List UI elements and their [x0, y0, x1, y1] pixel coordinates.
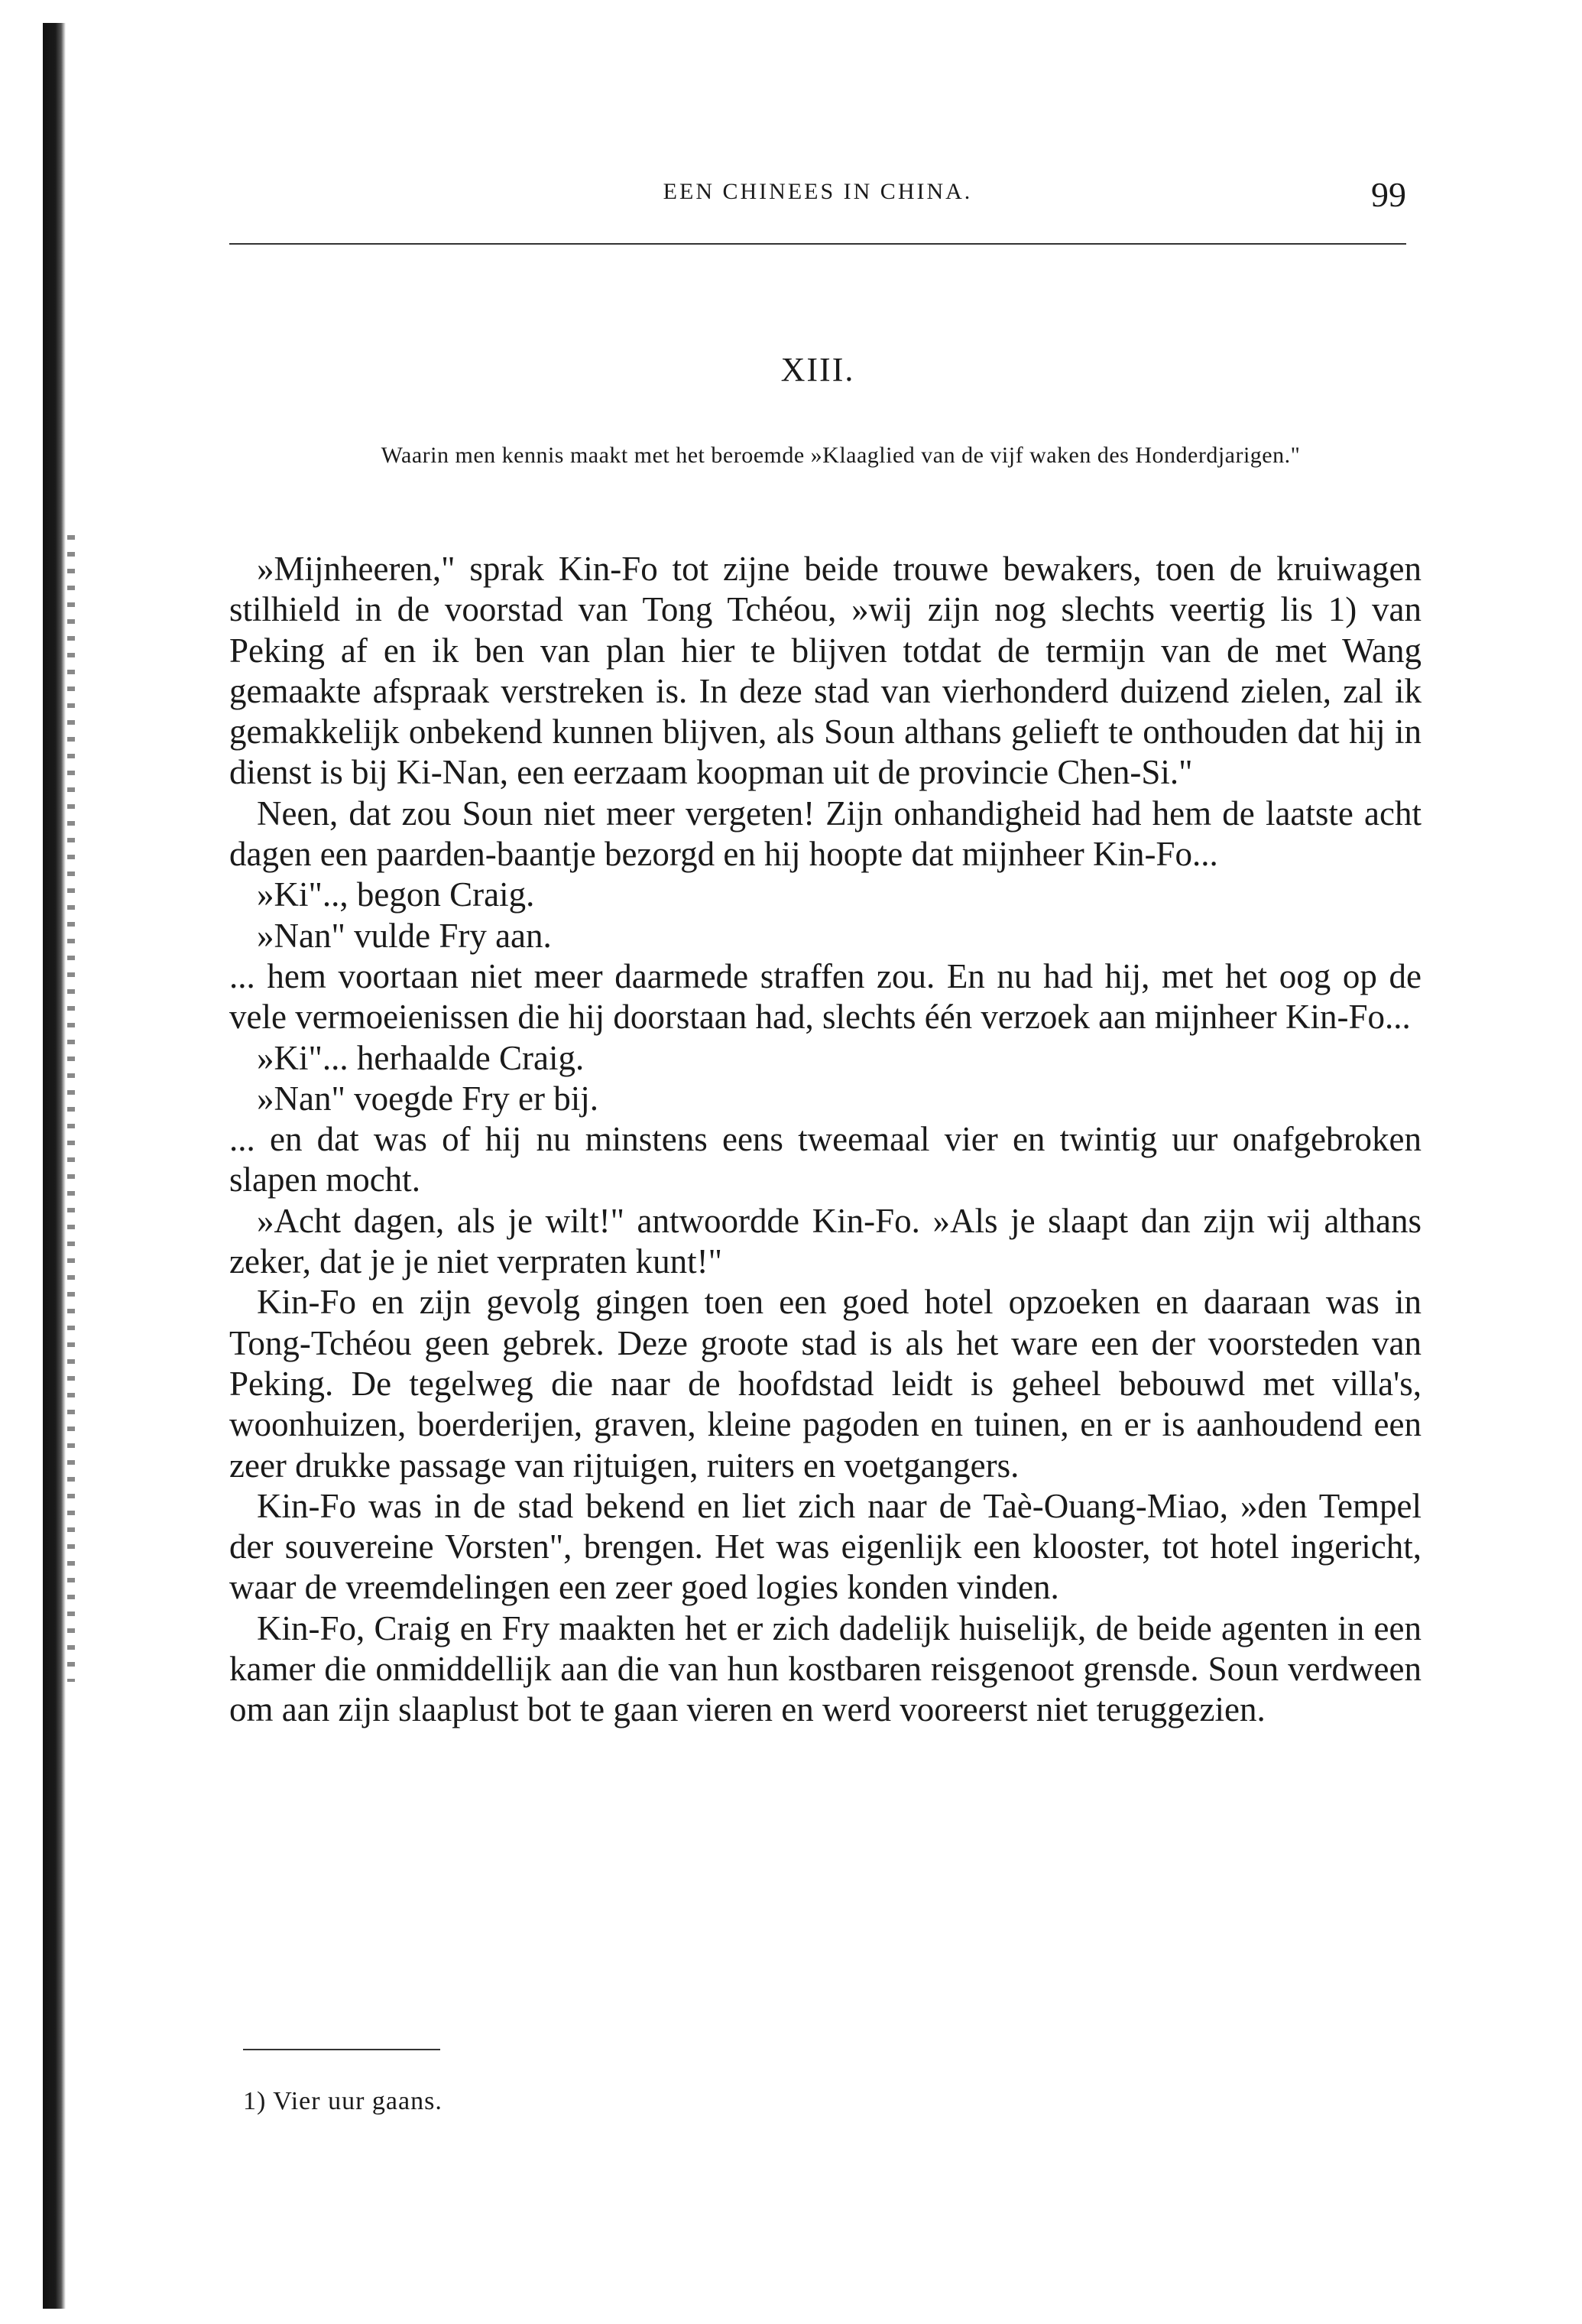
running-head [229, 174, 1406, 220]
paragraph: »Acht dagen, als je wilt!" antwoordde Kin-Fo. »Als je slaapt dan zijn wij althans zeker, dat je je niet verpraten kunt!" [229, 1201, 1422, 1281]
paragraph: »Mijnheeren," sprak Kin-Fo tot zijne beide trouwe bewakers, toen de kruiwagen stilhield in de voorstad van Tong Tchéou, »wij zijn nog slechts veertig lis 1) van Peking af en ik ben van plan hier te blijven totdat de termijn van de met Wang gemaakte afspraak verstreken is. In deze stad van vierhonderd duizend zielen, zal ik gemakkelijk onbekend kunnen blijven, als Soun althans gelieft te onthouden dat hij in dienst is bij Ki-Nan, een eerzaam koopman uit de provincie Chen-Si." [229, 550, 1422, 792]
page-gutter-shadow [43, 23, 66, 2309]
paragraph: »Ki"... herhaalde Craig. [257, 1038, 585, 1077]
page-number: 99 [1371, 175, 1406, 214]
paragraph: Kin-Fo en zijn gevolg gingen toen een goed hotel opzoeken en daaraan was in Tong-Tchéou geen gebrek. Deze groote stad is als het ware een der voorsteden van Peking. De tegelweg die naar de hoofdstad leidt is geheel bebouwd met villa's, woonhuizen, boerderijen, graven, kleine pagoden en tuinen, en er is aanhoudend een zeer drukke passage van rijtuigen, ruiters en voetgangers. [229, 1283, 1422, 1485]
chapter-subtitle: Waarin men kennis maakt met het beroemde »Klaaglied van de vijf waken des Honderdjarigen." [381, 443, 1301, 468]
footnote: 1) Vier uur gaans. [243, 2087, 443, 2115]
body-text [229, 549, 1422, 1731]
paragraph: »Nan" vulde Fry aan. [257, 916, 552, 955]
paragraph: ... hem voortaan niet meer daarmede straffen zou. En nu had hij, met het oog op de vele vermoeienissen die hij doorstaan had, slechts één verzoek aan mijnheer Kin-Fo... [229, 956, 1422, 1037]
running-title: EEN CHINEES IN CHINA. [663, 179, 973, 204]
paragraph: Kin-Fo, Craig en Fry maakten het er zich dadelijk huiselijk, de beide agenten in een kamer die onmiddellijk aan die van hun kostbaren reisgenoot grensde. Soun verdween om aan zijn slaaplust bot te gaan vieren en werd vooreerst niet teruggezien. [229, 1608, 1422, 1729]
chapter-number: XIII. [780, 351, 855, 388]
footnote-rule [243, 2049, 440, 2050]
paragraph: Kin-Fo was in de stad bekend en liet zich naar de Taè-Ouang-Miao, »den Tempel der souvereine Vorsten", brengen. Het was eigenlijk een klooster, tot hotel ingericht, waar de vreemdelingen een zeer goed logies konden vinden. [229, 1486, 1422, 1607]
paragraph: »Nan" voegde Fry er bij. [257, 1079, 599, 1118]
paragraph: »Ki".., begon Craig. [257, 875, 535, 914]
paragraph: Neen, dat zou Soun niet meer vergeten! Zijn onhandigheid had hem de laatste acht dagen een paarden-baantje bezorgd en hij hoopte dat mijnheer Kin-Fo... [229, 794, 1422, 874]
header-rule [229, 243, 1406, 245]
page-gutter-edge [67, 535, 75, 1682]
paragraph: ... en dat was of hij nu minstens eens tweemaal vier en twintig uur onafgebroken slapen mocht. [229, 1120, 1422, 1199]
